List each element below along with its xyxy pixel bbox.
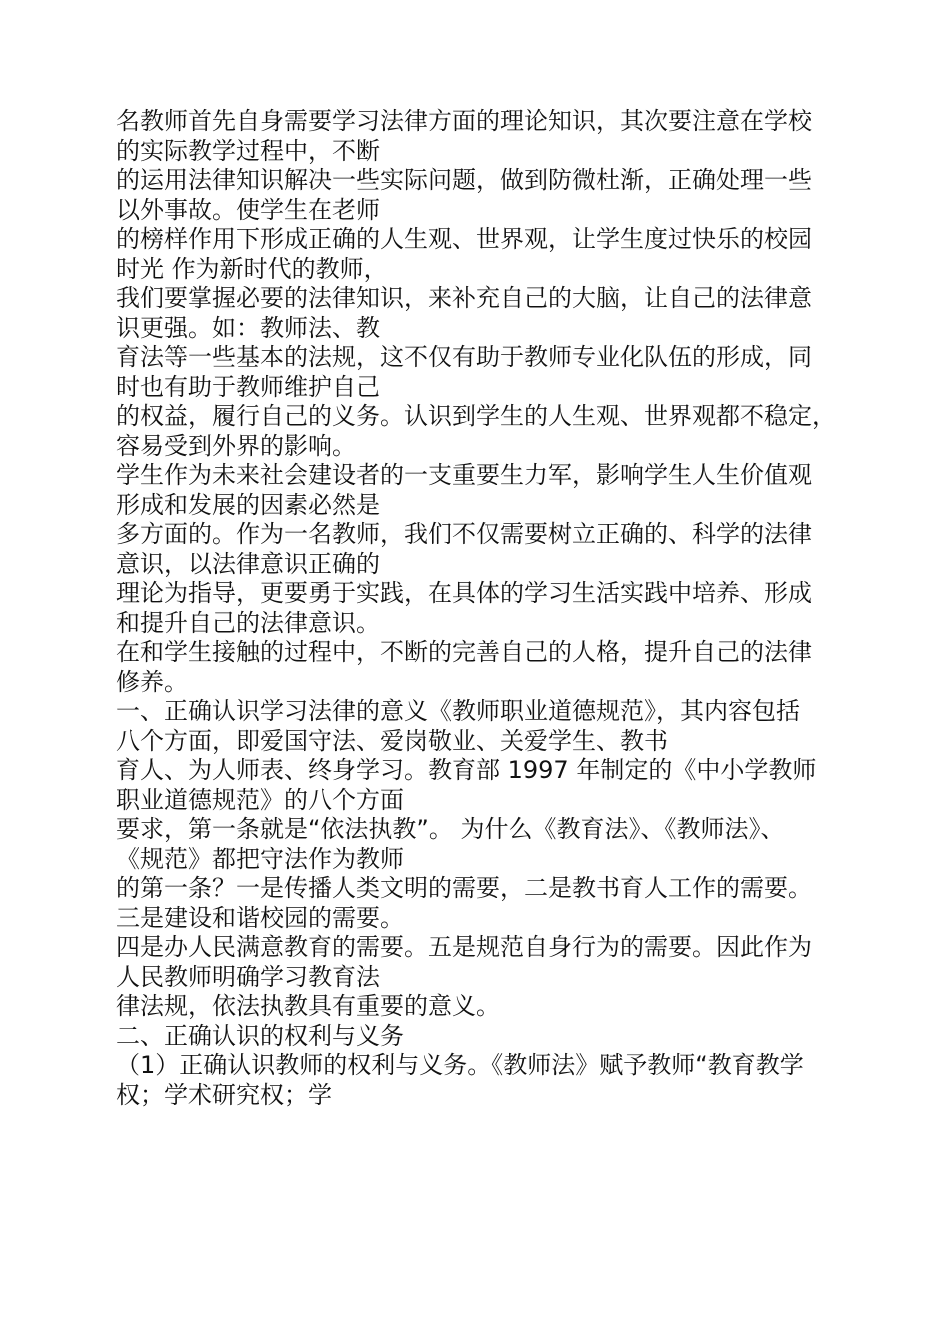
text-line: 以外事故。使学生在老师 bbox=[116, 195, 380, 224]
text-line: 形成和发展的因素必然是 bbox=[116, 490, 380, 519]
text-line: 时光 作为新时代的教师， bbox=[116, 254, 388, 283]
text-line: 的运用法律知识解决一些实际问题，做到防微杜渐，正确处理一些 bbox=[116, 166, 812, 194]
text-line: 四是办人民满意教育的需要。五是规范自身行为的需要。因此作为 bbox=[116, 933, 812, 961]
text-line: 多方面的。作为一名教师，我们不仅需要树立正确的、科学的法律 bbox=[116, 520, 812, 548]
text-line: 意识，以法律意识正确的 bbox=[116, 549, 380, 578]
text-line: 律法规，依法执教具有重要的意义。 bbox=[116, 992, 500, 1020]
text-line: 育法等一些基本的法规，这不仅有助于教师专业化队伍的形成，同 bbox=[116, 343, 812, 371]
text-line: 二、正确认识的权利与义务 bbox=[116, 1021, 404, 1050]
text-line: 《规范》都把守法作为教师 bbox=[116, 844, 404, 873]
text-line: 的实际教学过程中，不断 bbox=[116, 136, 380, 165]
text-line: 育人、为人师表、终身学习。教育部 1997 年制定的《中小学教师 bbox=[116, 756, 817, 784]
text-line: 时也有助于教师维护自己 bbox=[116, 372, 380, 401]
text-line: 要求，第一条就是“依法执教”。 为什么《教育法》、《教师法》、 bbox=[116, 815, 785, 843]
text-line: 名教师首先自身需要学习法律方面的理论知识，其次要注意在学校 bbox=[116, 107, 812, 135]
text-line: 我们要掌握必要的法律知识，来补充自己的大脑，让自己的法律意 bbox=[116, 284, 812, 312]
text-line: 的第一条？一是传播人类文明的需要，二是教书育人工作的需要。 bbox=[116, 874, 812, 902]
text-line: 三是建设和谐校园的需要。 bbox=[116, 903, 404, 932]
text-line: 在和学生接触的过程中，不断的完善自己的人格，提升自己的法律 bbox=[116, 638, 812, 666]
text-line: 理论为指导，更要勇于实践，在具体的学习生活实践中培养、形成 bbox=[116, 579, 812, 607]
text-line: 容易受到外界的影响。 bbox=[116, 431, 356, 460]
text-line: 和提升自己的法律意识。 bbox=[116, 608, 380, 637]
text-line: 八个方面，即爱国守法、爱岗敬业、关爱学生、教书 bbox=[116, 726, 668, 755]
text-line: 权；学术研究权；学 bbox=[116, 1080, 332, 1109]
text-line: 识更强。如：教师法、教 bbox=[116, 313, 380, 342]
document-page bbox=[116, 107, 856, 1110]
text-line: 人民教师明确学习教育法 bbox=[116, 962, 380, 991]
text-line: 的榜样作用下形成正确的人生观、世界观，让学生度过快乐的校园 bbox=[116, 225, 812, 253]
text-line: 一、正确认识学习法律的意义《教师职业道德规范》，其内容包括 bbox=[116, 697, 800, 725]
text-line: 学生作为未来社会建设者的一支重要生力军，影响学生人生价值观 bbox=[116, 461, 812, 489]
text-line: （1）正确认识教师的权利与义务。《教师法》赋予教师“教育教学 bbox=[116, 1051, 804, 1079]
text-line: 职业道德规范》的八个方面 bbox=[116, 785, 404, 814]
text-line: 修养。 bbox=[116, 667, 188, 696]
text-line: 的权益，履行自己的义务。认识到学生的人生观、世界观都不稳定， bbox=[116, 402, 836, 430]
